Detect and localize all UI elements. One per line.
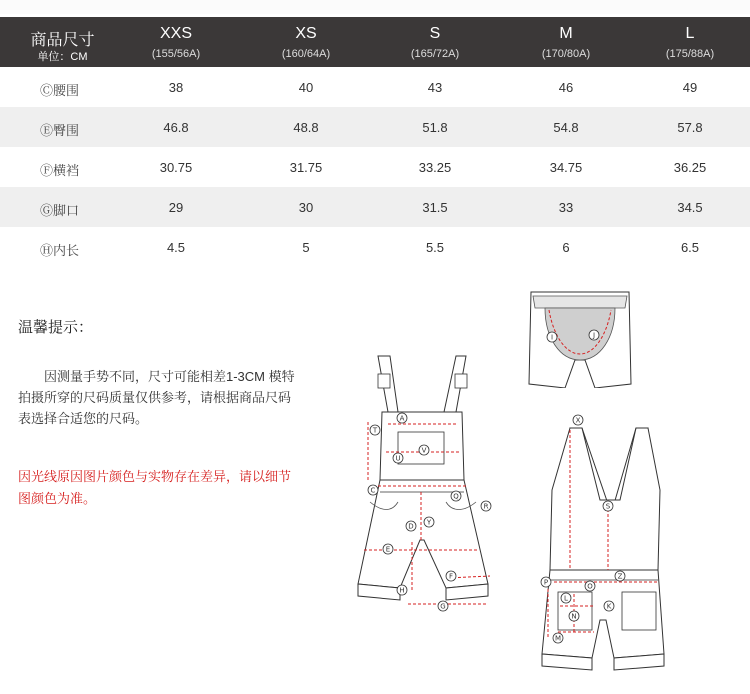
table-row xyxy=(0,227,750,267)
size-name: XS xyxy=(295,25,317,42)
table-cell: 6 xyxy=(562,240,570,255)
svg-text:J: J xyxy=(592,331,596,340)
front-overalls-figure xyxy=(338,352,508,614)
table-cell: 43 xyxy=(427,80,443,95)
measure-point-C xyxy=(368,485,378,495)
size-name: L xyxy=(685,25,695,42)
table-header xyxy=(0,17,750,67)
svg-text:R: R xyxy=(483,502,489,511)
measure-point-H xyxy=(397,585,407,595)
table-cell: 48.8 xyxy=(293,120,319,135)
size-name: M xyxy=(559,25,573,42)
measure-point-M xyxy=(553,633,563,643)
tips-body: 因测量手势不同，尺寸可能相差1-3CM 模特拍摄所穿的尺码质量仅供参考，请根据商品尺码表选择合适您的尺码。 xyxy=(18,369,295,426)
svg-text:N: N xyxy=(571,612,577,621)
table-cell: 49 xyxy=(682,80,698,95)
table-cell: 46 xyxy=(558,80,574,95)
measure-point-G xyxy=(438,601,448,611)
table-row xyxy=(0,147,750,187)
table-cell: 33.25 xyxy=(418,160,452,175)
measure-point-K xyxy=(604,601,614,611)
svg-text:Y: Y xyxy=(426,518,432,527)
size-name: XXS xyxy=(159,25,192,42)
table-cell: 29 xyxy=(168,200,184,215)
measure-point-L xyxy=(561,593,571,603)
measure-point-X xyxy=(573,415,583,425)
svg-text:T: T xyxy=(372,426,378,435)
row-label: Ⓒ腰围 xyxy=(40,83,80,98)
header-title: 商品尺寸 xyxy=(30,32,95,49)
size-name: S xyxy=(429,25,441,42)
table-cell: 30 xyxy=(298,200,314,215)
color-notice: 因光线原因图片颜色与实物存在差异，请以细节图颜色为准。 xyxy=(18,469,292,506)
measure-point-U xyxy=(393,453,403,463)
row-label: Ⓔ臀围 xyxy=(40,123,80,138)
table-cell: 31.5 xyxy=(422,200,448,215)
measure-point-V xyxy=(419,445,429,455)
table-cell: 40 xyxy=(298,80,314,95)
tips-title: 温馨提示： xyxy=(18,319,94,336)
table-cell: 6.5 xyxy=(680,240,700,255)
table-cell: 34.75 xyxy=(549,160,583,175)
table-cell: 5 xyxy=(302,240,310,255)
measure-point-R xyxy=(481,501,491,511)
measure-point-Y xyxy=(424,517,434,527)
back-overalls-figure xyxy=(530,410,670,675)
header-unit: 单位：CM xyxy=(37,51,88,63)
table-row xyxy=(0,187,750,227)
table-cell: 33 xyxy=(558,200,574,215)
table-cell: 34.5 xyxy=(677,200,703,215)
svg-text:F: F xyxy=(448,572,454,581)
measure-point-D xyxy=(406,521,416,531)
measure-point-O xyxy=(585,581,595,591)
table-cell: 30.75 xyxy=(159,160,193,175)
svg-text:Z: Z xyxy=(617,572,623,581)
size-spec: (165/72A) xyxy=(410,48,460,60)
measure-point-T xyxy=(370,425,380,435)
svg-text:D: D xyxy=(408,522,414,531)
size-spec: (175/88A) xyxy=(665,48,715,60)
svg-text:V: V xyxy=(421,446,427,455)
size-spec: (155/56A) xyxy=(151,48,201,60)
size-table xyxy=(0,17,750,267)
svg-text:O: O xyxy=(587,582,593,591)
svg-text:E: E xyxy=(385,545,391,554)
svg-text:U: U xyxy=(395,454,401,463)
row-label: Ⓗ内长 xyxy=(40,243,80,258)
measure-point-N xyxy=(569,611,579,621)
measure-point-J xyxy=(589,330,599,340)
table-row xyxy=(0,67,750,107)
crotch-inset-figure xyxy=(525,288,635,388)
measure-point-P xyxy=(541,577,551,587)
svg-text:Q: Q xyxy=(453,492,459,501)
size-spec: (160/64A) xyxy=(281,48,331,60)
table-cell: 31.75 xyxy=(289,160,323,175)
top-strip xyxy=(0,0,750,14)
svg-text:G: G xyxy=(440,602,446,611)
svg-text:X: X xyxy=(575,416,581,425)
svg-text:I: I xyxy=(550,333,554,342)
svg-text:M: M xyxy=(554,634,562,643)
size-spec: (170/80A) xyxy=(541,48,591,60)
table-cell: 51.8 xyxy=(422,120,448,135)
table-cell: 38 xyxy=(168,80,184,95)
table-row xyxy=(0,107,750,147)
svg-text:A: A xyxy=(399,414,405,423)
svg-text:S: S xyxy=(605,502,611,511)
table-cell: 5.5 xyxy=(425,240,445,255)
table-cell: 36.25 xyxy=(673,160,707,175)
measure-point-I xyxy=(547,332,557,342)
svg-text:H: H xyxy=(399,586,405,595)
measure-point-E xyxy=(383,544,393,554)
row-label: Ⓖ脚口 xyxy=(40,203,80,218)
row-label: Ⓕ横裆 xyxy=(40,163,80,178)
svg-text:P: P xyxy=(543,578,549,587)
measure-point-F xyxy=(446,571,456,581)
measure-point-Q xyxy=(451,491,461,501)
table-cell: 4.5 xyxy=(166,240,186,255)
table-cell: 57.8 xyxy=(677,120,703,135)
table-cell: 54.8 xyxy=(553,120,579,135)
measure-point-S xyxy=(603,501,613,511)
measure-point-Z xyxy=(615,571,625,581)
svg-text:K: K xyxy=(606,602,612,611)
measure-point-A xyxy=(397,413,407,423)
svg-text:L: L xyxy=(564,594,568,603)
svg-text:C: C xyxy=(370,486,376,495)
table-cell: 46.8 xyxy=(163,120,189,135)
